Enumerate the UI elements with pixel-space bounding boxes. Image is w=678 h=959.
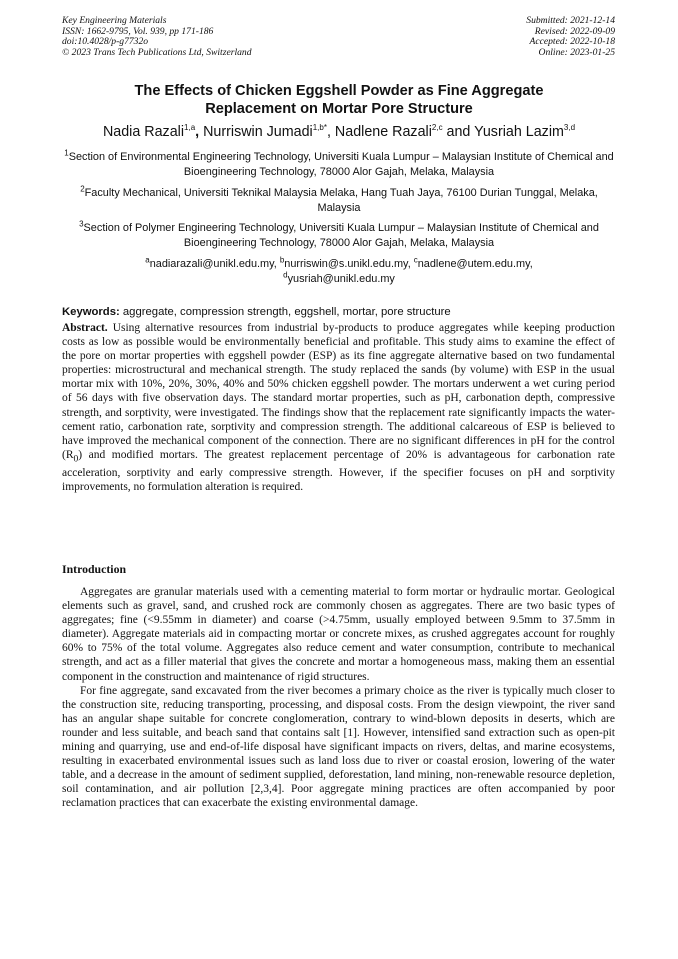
abstract: [62, 321, 615, 494]
author-name: Nurriswin Jumadi: [203, 124, 313, 140]
publication-dates: [526, 16, 615, 58]
author-name: Yusriah Lazim: [474, 124, 564, 140]
issn-line: ISSN: 1662-9795, Vol. 939, pp 171-186: [62, 25, 214, 37]
author-affiliation-mark: 2,c: [431, 123, 443, 133]
journal-info: [62, 16, 252, 58]
copyright-line: © 2023 Trans Tech Publications Ltd, Switzerland: [62, 46, 252, 58]
accepted-date: Accepted: 2022-10-18: [529, 36, 615, 48]
abstract-text-part-1: Using alternative resources from industrial by-products to produce aggregates while keeping production costs as low as possible would be environmentally beneficial and profitable. This study aims to examine the effect of the pore on mortar properties with eggshell powder (ESP) as its fine aggregate alternative based on two fundamental properties: microstructural and mechanical strength. The study replaced the sands (by volume) with ESP in the usual mortar mix with 10%, 20%, 30%, 40% and 50% chicken eggshell powder. The mortars underwent a wet curing period of 56 days with five observation days. The standard mortar properties, such as pH, carbonation depth, compressive strength, and sorptivity, were investigated. The findings show that the replacement rate significantly impacts the water-cement ratio, carbonation rate, sorptivity and compression strength. The additional calcareous of ESP is believed to have improved the mechanical component of the connection. There are no significant differences in pH for the control (R: [62, 322, 615, 461]
affiliation-text: Section of Environmental Engineering Technology, Universiti Kuala Lumpur – Malaysian Institute of Chemical and Bioengineering Technology, 78000 Alor Gajah, Melaka, Malaysia: [68, 151, 614, 178]
author-emails: [62, 257, 616, 286]
intro-paragraph-1: Aggregates are granular materials used with a cementing material to form mortar or hydraulic mortar. Geological elements such as gravel, sand, and crushed rock are commonly chosen as aggregates. There are two basic types of aggregates; fine (<9.55mm in diameter) and coarse (>4.75mm, usually employed between 9.5mm to 37.5mm in diameter). Aggregate materials aid in compacting mortar or concrete mixes, as crushed aggregates account for roughly 60% to 75% of the total volume. Aggregates also reduce cement and water consumption, contribute to mechanical strength, and act as a filler material that gives the concrete and mortar a homogeneous mass, making them an essential component in the construction and maintenance of rigid structures.: [62, 586, 615, 683]
email-mark: b: [279, 255, 285, 265]
title-line-2: Replacement on Mortar Pore Structure: [205, 101, 473, 117]
affiliation-3: [62, 221, 616, 250]
affiliation-2: [62, 186, 616, 215]
keywords-text: aggregate, compression strength, eggshell, mortar, pore structure: [119, 306, 451, 318]
email-mark: a: [145, 255, 150, 265]
submitted-date: Submitted: 2021-12-14: [526, 15, 615, 26]
author-name: Nadlene Razali: [334, 124, 432, 140]
title-line-1: The Effects of Chicken Eggshell Powder as Fine Aggregate: [134, 83, 544, 99]
email-address: nurriswin@s.unikl.edu.my,: [284, 258, 414, 270]
author-separator: and: [442, 124, 475, 140]
abstract-label: Abstract.: [62, 322, 108, 334]
abstract-text-part-2: ) and modified mortars. The greatest replacement percentage of 20% is advantageous for carbonation rate acceleration, sorptivity and early compressive strength. However, if the specifier focuses on pH and sorptivity improvements, no formulation alteration is required.: [62, 448, 615, 494]
affiliation-number: 3: [79, 219, 84, 229]
keywords-line: [62, 305, 616, 319]
journal-name: Key Engineering Materials: [62, 15, 167, 26]
email-mark: d: [283, 269, 288, 279]
email-mark: c: [413, 255, 418, 265]
author-list: [50, 123, 628, 141]
affiliation-number: 2: [80, 184, 85, 194]
author-affiliation-mark: 1,b*: [312, 123, 327, 133]
control-subscript: 0: [73, 453, 79, 465]
doi-line: doi:10.4028/p-g7732o: [62, 36, 149, 48]
affiliation-1: [62, 150, 616, 179]
email-address: nadlene@utem.edu.my,: [417, 258, 533, 270]
author-name: Nadia Razali: [102, 124, 185, 140]
affiliation-text: Section of Polymer Engineering Technology, Universiti Kuala Lumpur – Malaysian Institute of Chemical and Bioengineering Technology, 78000 Alor Gajah, Melaka, Malaysia: [83, 222, 599, 249]
section-heading-introduction: Introduction: [62, 562, 127, 576]
email-address: nadiarazali@unikl.edu.my,: [149, 258, 280, 270]
keywords-label: Keywords:: [62, 306, 120, 318]
introduction-body: [62, 585, 615, 811]
online-date: Online: 2023-01-25: [538, 46, 615, 58]
paper-title: [62, 82, 616, 118]
affiliation-text: Faculty Mechanical, Universiti Teknikal Malaysia Melaka, Hang Tuah Jaya, 76100 Durian Tunggal, Melaka, Malaysia: [84, 187, 598, 214]
intro-paragraph-2: For fine aggregate, sand excavated from the river becomes a primary choice as the river is typically much closer to the construction site, reducing transporting, processing, and disposal costs. From the design viewpoint, the river sand has an angular shape suitable for concrete conglomeration, contrary to wind-blown deposits in deserts, which are rounder and less suitable, and beach sand that contains salt [1]. However, intensified sand extraction such as open-pit mining and quarrying, use and end-of-life disposal have significant impacts on rivers, deltas, and marine ecosystems, resulting in exacerbated environmental issues such as land loss due to river or coastal erosion, lowering of the water table, and a decrease in the amount of sediment supplied, deforestation, land mining, non-renewable resource depletion, soil contamination, and air pollution [2,3,4]. Poor aggregate mining practices are often accompanied by poor reclamation practices that can exacerbate the existing environmental damage.: [62, 684, 615, 810]
author-separator: ,: [326, 124, 335, 140]
author-affiliation-mark: 3,d: [563, 123, 576, 133]
author-affiliation-mark: 1,a: [184, 123, 196, 133]
revised-date: Revised: 2022-09-09: [534, 25, 615, 37]
email-address: yusriah@unikl.edu.my: [287, 272, 395, 285]
affiliation-number: 1: [64, 148, 69, 158]
author-separator: ,: [195, 124, 204, 140]
